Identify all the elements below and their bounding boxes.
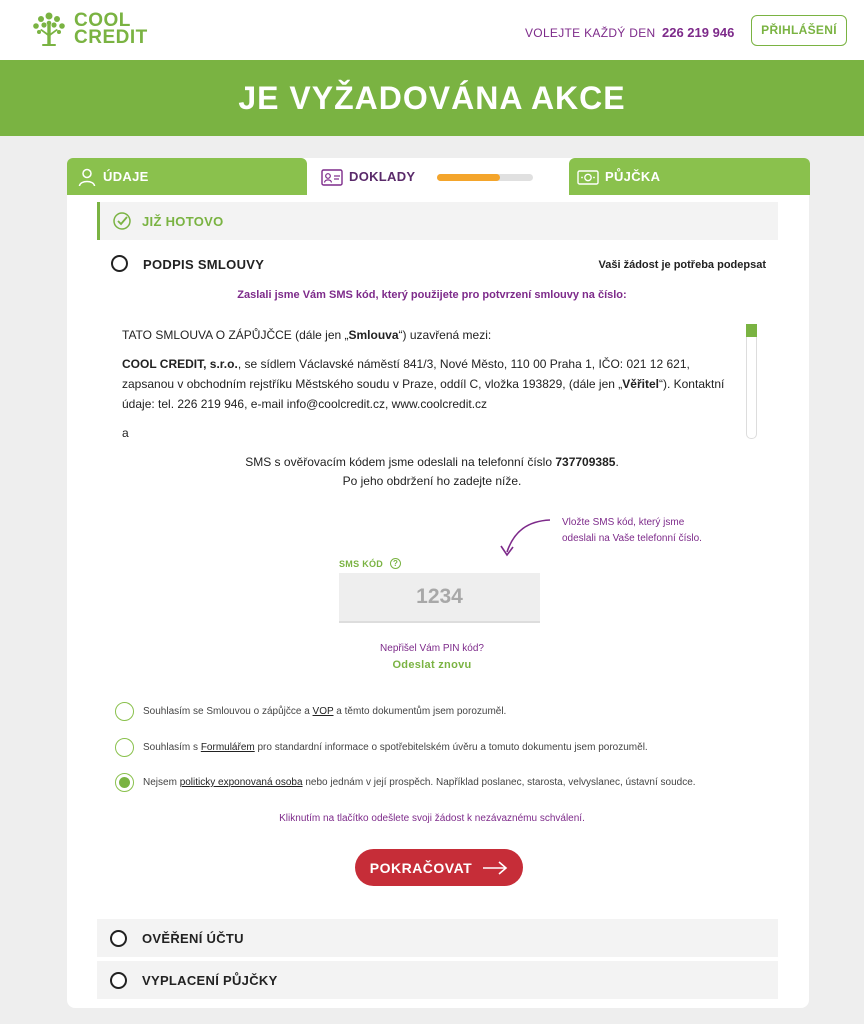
tab-label: DOKLADY xyxy=(349,169,416,184)
tab-pujcka[interactable] xyxy=(569,158,810,195)
consent-text: Nejsem politicky exponovaná osoba nebo jednám v její prospěch. Například poslanec, starosta, velvyslanec, ústavní soudce. xyxy=(143,777,696,788)
signature-note: Vaši žádost je potřeba podepsat xyxy=(598,259,766,271)
consent-radio[interactable] xyxy=(115,738,134,757)
step-label: VYPLACENÍ PŮJČKY xyxy=(142,972,278,988)
step-signature-title: PODPIS SMLOUVY xyxy=(143,257,265,272)
sms-code-input[interactable] xyxy=(339,573,540,623)
step-account-verification[interactable] xyxy=(97,919,778,957)
site-header xyxy=(0,0,864,60)
consent-radio-checked[interactable] xyxy=(115,773,134,792)
login-button[interactable]: PŘIHLÁŠENÍ xyxy=(751,15,847,46)
contract-and: a xyxy=(122,426,129,440)
consent-text: Souhlasím s Formulářem pro standardní informace o spotřebitelském úvěru a tomuto dokumentu jsem porozuměl. xyxy=(143,742,648,753)
curved-arrow-icon xyxy=(498,515,554,559)
sms-info: SMS s ověřovacím kódem jsme odeslali na telefonní číslo 737709385. Po jeho obdržení ho zadejte níže. xyxy=(245,455,619,488)
form-link[interactable]: Formulářem xyxy=(200,742,255,753)
step-label: OVĚŘENÍ ÚČTU xyxy=(142,930,244,946)
consent-form[interactable] xyxy=(115,738,648,757)
scrollbar-thumb[interactable] xyxy=(746,324,757,337)
contract-text[interactable] xyxy=(122,325,734,443)
help-icon[interactable]: ? xyxy=(390,558,401,569)
tab-udaje[interactable] xyxy=(67,158,307,195)
page-title: JE VYŽADOVÁNA AKCE xyxy=(238,80,626,116)
logo-text: COOL CREDIT xyxy=(74,10,148,48)
documents-progress-bar xyxy=(437,174,533,181)
step-signature-radio-icon xyxy=(111,255,128,272)
step-done-label: JIŽ HOTOVO xyxy=(142,213,224,229)
tab-label: PŮJČKA xyxy=(605,169,661,184)
sms-code-label: SMS KÓD ? xyxy=(339,558,401,569)
phone-number[interactable]: 226 219 946 xyxy=(662,25,735,40)
cash-icon xyxy=(577,167,599,187)
action-banner xyxy=(0,60,864,136)
id-card-icon xyxy=(321,167,343,187)
no-pin-text: Nepřišel Vám PIN kód? xyxy=(380,643,484,654)
user-icon xyxy=(77,167,97,187)
contract-intro: TATO SMLOUVA O ZÁPŮJČCE (dále jen „Smlouva“) uzavřená mezi: xyxy=(122,328,492,342)
check-circle-icon xyxy=(112,211,132,231)
consent-pep[interactable] xyxy=(115,773,696,792)
target-phone: 737709385 xyxy=(555,455,616,469)
sms-hint: Vložte SMS kód, který jsme odeslali na Vaše telefonní číslo. xyxy=(562,517,702,544)
consent-vop[interactable] xyxy=(115,702,506,721)
tab-label: ÚDAJE xyxy=(103,169,149,184)
continue-button[interactable] xyxy=(355,849,523,886)
step-done[interactable] xyxy=(97,202,778,240)
step-radio-icon xyxy=(110,930,127,947)
logo[interactable] xyxy=(30,10,148,48)
step-payout[interactable] xyxy=(97,961,778,999)
contract-party: COOL CREDIT, s.r.o., se sídlem Václavské náměstí 841/3, Nové Město, 110 00 Praha 1, IČO: 021 12 621, zapsanou v obchodním rejstříku Městského soudu v Praze, oddíl C, vložka 193829, (dále jen „Věřitel“). Kontaktní údaje: tel. 226 219 946, e-mail info@coolcredit.cz, www.coolcredit.cz xyxy=(122,357,725,411)
consent-text: Souhlasím se Smlouvou o zápůjčce a VOP a těmto dokumentům jsem porozuměl. xyxy=(143,706,507,717)
submit-note: Kliknutím na tlačítko odešlete svoji žádost k nezávaznému schválení. xyxy=(279,813,585,824)
consent-radio[interactable] xyxy=(115,702,134,721)
resend-link[interactable]: Odeslat znovu xyxy=(392,659,472,671)
continue-label: POKRAČOVAT xyxy=(369,859,473,876)
contract-scrollbar[interactable] xyxy=(746,324,757,439)
radio-dot xyxy=(119,777,130,788)
vop-link[interactable]: VOP xyxy=(312,706,334,717)
step-radio-icon xyxy=(110,972,127,989)
pep-link[interactable]: politicky exponovaná osoba xyxy=(179,777,303,788)
tree-logo-icon xyxy=(30,10,68,48)
sms-sent-text: Zaslali jsme Vám SMS kód, který použijete pro potvrzení smlouvy na číslo: xyxy=(237,289,627,301)
phone-label: VOLEJTE KAŽDÝ DEN xyxy=(525,26,656,40)
arrow-right-icon xyxy=(482,861,508,875)
progress-fill xyxy=(437,174,500,181)
